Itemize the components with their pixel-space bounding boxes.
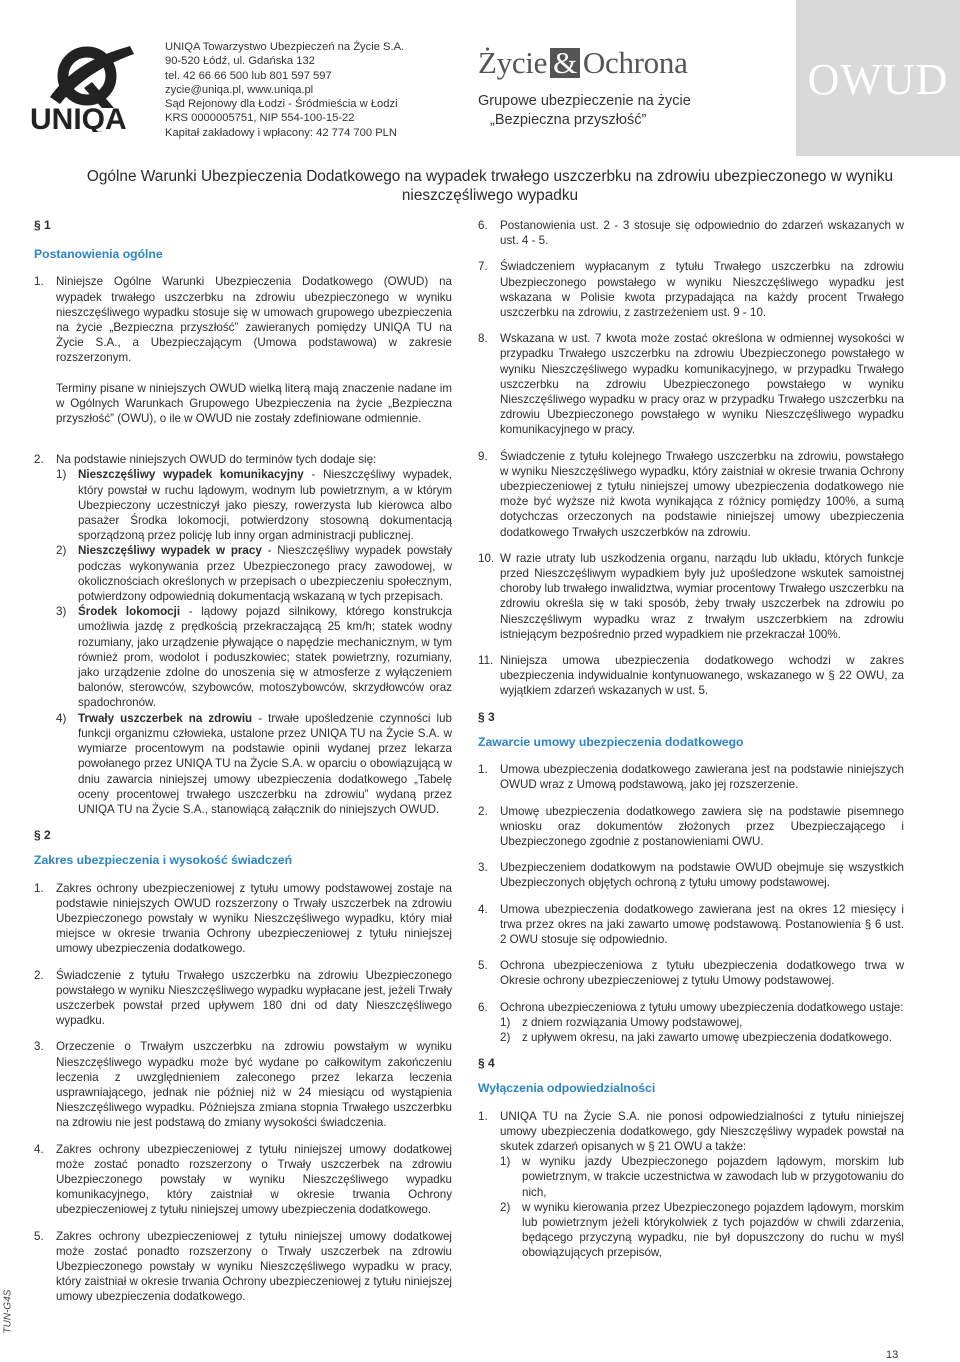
item-number: 5. [34, 1229, 44, 1243]
sub-item [500, 1030, 904, 1045]
definition-body: - Nieszczęśliwy wypadek powstały podczas wykonywania przez Ubezpieczonego pracy zawodowej, w okolicznościach określonych w przepisach o ubezpieczeniu społecznym, potwierdzony odpowiednią dokumentacją wskazaną w tych przepisach. [78, 544, 452, 604]
item-text: Wskazana w ust. 7 kwota może zostać określona w odmiennej wysokości w przypadku Trwałego uszczerbku na zdrowiu Ubezpieczonego powstałego w wyniku Nieszczęśliwego wypadku komunikacyjnego, w przypadku Trwałego uszczerbku na zdrowiu Ubezpieczonego powstałego w wyniku Nieszczęśliwego wypadku w pracy oraz w przypadku Trwałego uszczerbku na zdrowiu Ubezpieczonego powstałego w wyniku Nieszczęśliwego wypadku komunikacyjnego w pracy. [500, 332, 904, 437]
definition-item [56, 604, 452, 710]
section-heading: Wyłączenia odpowiedzialności [478, 1081, 656, 1096]
company-line: tel. 42 66 66 500 lub 801 597 597 [165, 69, 332, 82]
item-number: 9. [478, 449, 488, 463]
definition-term: Nieszczęśliwy wypadek w pracy [78, 544, 262, 558]
sub-item-number: 2) [500, 1200, 511, 1214]
paragraph-item [478, 1109, 904, 1261]
section-marker: § 1 [34, 218, 51, 232]
company-info [165, 40, 465, 140]
paragraph: Niniejsze Ogólne Warunki Ubezpieczenia Dodatkowego (OWUD) na wypadek trwałego uszczerbku na zdrowiu ubezpieczonego w wyniku nieszczęśliwego wypadku stosuje się w umowach grupowego ubezpieczenia na życie „Bezpieczna przyszłość” zawieranych pomiędzy UNIQA TU na Życie S.A., a Ubezpieczającym (Umowa podstawowa) w zakresie rozszerzonym. [56, 275, 452, 365]
brand-part1: Życie [478, 45, 548, 80]
section-marker: § 3 [478, 709, 495, 724]
uniqa-logo [30, 42, 145, 132]
paragraph-item [478, 1000, 904, 1046]
paragraph-item [34, 968, 452, 1029]
sub-item [500, 1200, 904, 1261]
definition-term: Trwały uszczerbek na zdrowiu [78, 711, 253, 725]
item-text [500, 1109, 904, 1261]
item-text [56, 274, 452, 441]
sub-item-text: z upływem okresu, na jaki zawarto umowę ubezpieczenia dodatkowego. [522, 1030, 892, 1044]
paragraph-item [478, 902, 904, 948]
section-heading: Zakres ubezpieczenia i wysokość świadczeń [34, 853, 293, 868]
item-number: 6. [478, 219, 488, 232]
definition-text [78, 711, 452, 817]
sub-item-number: 1) [500, 1015, 511, 1029]
definition-number: 3) [56, 605, 67, 619]
item-text: Świadczenie z tytułu Trwałego uszczerbku na zdrowiu Ubezpieczonego powstałego w wyniku Nieszczęśliwego wypadku wypłacane jest, jeżeli Trwały uszczerbek powstał przed upływem 180 dni od daty Nieszczęśliwego wypadku. [56, 968, 452, 1028]
side-document-code: TUN-G4S [2, 1289, 14, 1334]
paragraph-item [34, 452, 452, 817]
brand-subtitle-line2: „Bezpieczna przyszłość” [490, 112, 647, 128]
definition-number: 1) [56, 468, 67, 482]
item-text: Zakres ochrony ubezpieczeniowej z tytułu niniejszej umowy dodatkowej może zostać ponadto rozszerzony o Trwały uszczerbek na zdrowiu Ubezpieczonego powstały w wyniku Nieszczęśliwego wypadku komunikacyjnego, który zaistniał w okresie trwania Ochrony ubezpieczeniowej z tytułu niniejszej umowy ubezpieczenia dodatkowego. [56, 1142, 452, 1217]
section-2-items-left [34, 881, 452, 1305]
paragraph-item [478, 551, 904, 642]
paragraph-item [478, 653, 904, 699]
definition-body: - trwałe upośledzenie czynności lub funkcji organizmu człowieka, ustalone przez UNIQA TU na Życie S.A. w wymiarze procentowym na podstawie opinii wydanej przez lekarza powołanego przez UNIQA TU na Życie S.A. w oparciu o obowiązującą w dniu zawarcia niniejszej umowy ubezpieczenia dodatkowego „Tabelę oceny procentowej trwałego uszczerbku na zdrowiu” wydaną przez UNIQA TU na Życie S.A., stanowiącą załącznik do niniejszych OWUD. [78, 711, 452, 816]
paragraph-item [478, 259, 904, 320]
brand-ampersand: & [550, 48, 580, 78]
item-number: 6. [478, 1000, 488, 1014]
item-number: 4. [34, 1142, 44, 1156]
definition-item [56, 543, 452, 604]
item-number: 5. [478, 959, 488, 973]
item-text: Zakres ochrony ubezpieczeniowej z tytułu umowy podstawowej zostaje na podstawie niniejszych OWUD rozszerzony o Trwały uszczerbek na zdrowiu Ubezpieczonego powstały w wyniku Nieszczęśliwego wypadku, który miał miejsce w okresie trwania Ochrony ubezpieczeniowej z tytułu niniejszej umowy ubezpieczenia dodatkowego. [56, 881, 452, 956]
definition-text [78, 604, 452, 710]
definition-number: 4) [56, 711, 67, 725]
definition-body: - lądowy pojazd silnikowy, którego konstrukcja umożliwia jazdę z prędkością przekraczającą 25 km/h; statek wodny rozumiany, jako urządzenie pływające o napędzie mechanicznym, w tym również prom, wodolot i poduszkowiec; statek powietrzny, rozumiany, jako urządzenie zdolne do unoszenia się w atmosferze z wyłączeniem balonów, sterowców, szybowców, motoszybowców, skrzydłowców oraz spadochronów. [78, 605, 453, 710]
item-text: Świadczenie z tytułu kolejnego Trwałego uszczerbku na zdrowiu, powstałego w wyniku Nieszczęśliwego wypadku, który zaistniał w okresie trwania Ochrony ubezpieczeniowej z tytułu niniejszej umowy ubezpieczenia dodatkowego nie może być wyższe niż kwota wynikająca z różnicy pomiędzy 100%, a sumą dotychczas orzeczonych na podstawie niniejszej umowy ubezpieczenia dodatkowego Trwałych uszczerbków na zdrowiu. [500, 449, 904, 539]
paragraph: Terminy pisane w niniejszych OWUD wielką literą mają znaczenie nadane im w Ogólnych Warunkach Grupowego Ubezpieczenia na życie „Bezpieczna przyszłość” (OWU), o ile w OWUD nie zostały zdefiniowane odmiennie. [56, 381, 452, 426]
paragraph-item [34, 1142, 452, 1218]
item-text: Ubezpieczeniem dodatkowym na podstawie OWUD obejmuje się wszystkich Ubezpieczonych objętych ochroną z tytułu umowy podstawowej. [500, 861, 904, 890]
section-heading: Postanowienia ogólne [34, 247, 163, 262]
paragraph-item [478, 804, 904, 850]
brand-title [478, 46, 693, 80]
sub-item-text: w wyniku kierowania przez Ubezpieczonego pojazdem lądowym, morskim lub powietrznym jeżeli którykolwiek z tych pojazdów w chwili zdarzenia, będącego przyczyną wypadku, nie był dopuszczony do ruchu w myśl obowiązujących przepisów, [522, 1200, 904, 1260]
item-text: Świadczeniem wypłacanym z tytułu Trwałego uszczerbku na zdrowiu Ubezpieczonego powstałego w wyniku Nieszczęśliwego wypadku jest wskazana w Polisie kwota przypadająca na każdy procent Trwałego uszczerbku na zdrowiu, z zastrzeżeniem ust. 9 - 10. [500, 260, 904, 320]
uniqa-emblem-icon [30, 42, 145, 132]
sub-item-number: 2) [500, 1030, 511, 1044]
item-text: Orzeczenie o Trwałym uszczerbku na zdrowiu powstałym w wyniku Nieszczęśliwego wypadku może być wydane po całkowitym zakończeniu leczenia z uwzględnieniem zaleconego przez lekarza leczenia usprawniającego, jednak nie później niż w 24 miesiącu od wystąpienia Nieszczęśliwego wypadku. Późniejsza zmiana stopnia Trwałego uszczerbku na zdrowiu nie jest podstawą do zmiany wysokości świadczenia. [56, 1040, 452, 1130]
item-number: 1. [34, 881, 44, 895]
brand-part2: Ochrona [582, 45, 688, 80]
product-brand [478, 46, 693, 130]
item-number: 2. [34, 968, 44, 982]
item-number: 3. [478, 861, 488, 875]
paragraph-item [34, 1229, 452, 1305]
item-text [56, 452, 452, 817]
item-number: 1. [478, 1109, 488, 1123]
item-number: 1. [34, 275, 44, 289]
section-2-items-right [478, 218, 904, 699]
brand-subtitle [478, 92, 693, 130]
item-text: Zakres ochrony ubezpieczeniowej z tytułu niniejszej umowy dodatkowej może zostać ponadto rozszerzony o Trwały uszczerbek na zdrowiu Ubezpieczonego powstały w wyniku Nieszczęśliwego wypadku w pracy, który zaistniał w okresie trwania Ochrony ubezpieczeniowej z tytułu niniejszej umowy ubezpieczenia dodatkowego. [56, 1229, 452, 1304]
definition-term: Środek lokomocji [78, 605, 181, 619]
item-text: Umowa ubezpieczenia dodatkowego zawierana jest na podstawie niniejszych OWUD wraz z Umową podstawową, jako jej rozszerzenie. [500, 763, 904, 792]
definition-number: 2) [56, 544, 67, 558]
paragraph: UNIQA TU na Życie S.A. nie ponosi odpowiedzialności z tytułu niniejszej umowy ubezpieczenia dodatkowego, gdy Nieszczęśliwy wypadek powstał na skutek zdarzeń opisanych w § 21 OWU a także: [500, 1109, 904, 1153]
item-number: 7. [478, 260, 488, 274]
logo-wordmark: UNIQA [30, 103, 127, 132]
paragraph-item [34, 1039, 452, 1130]
item-number: 2. [34, 453, 44, 467]
section-3-items [478, 762, 904, 988]
sub-item-number: 1) [500, 1155, 511, 1169]
paragraph-item [478, 218, 904, 248]
brand-subtitle-line1: Grupowe ubezpieczenie na życie [478, 93, 691, 109]
document-title: Ogólne Warunki Ubezpieczenia Dodatkowego na wypadek trwałego uszczerbku na zdrowiu ubezpieczonego w wyniku nieszczęśliwego wypadku [86, 168, 894, 204]
paragraph: Na podstawie niniejszych OWUD do terminów tych dodaje się: [56, 453, 377, 467]
section-marker: § 2 [34, 828, 51, 843]
owud-label: OWUD [807, 55, 949, 104]
item-number: 10. [478, 551, 495, 565]
paragraph: Ochrona ubezpieczeniowa z tytułu umowy ubezpieczenia dodatkowego ustaje: [500, 1000, 904, 1014]
definition-item [56, 467, 452, 543]
definition-term: Nieszczęśliwy wypadek komunikacyjny [78, 468, 304, 482]
right-column [478, 218, 904, 1272]
sub-item-text: w wyniku jazdy Ubezpieczonego pojazdem lądowym, morskim lub powietrznym, w trakcie uczestnictwa w zawodach lub w przygotowaniu do nich, [522, 1155, 904, 1199]
paragraph-item [34, 881, 452, 957]
sub-item-text: z dniem rozwiązania Umowy podstawowej, [522, 1015, 743, 1029]
item-text: Umowa ubezpieczenia dodatkowego zawierana jest na okres 12 miesięcy i trwa przez okres na jaki zawarto umowę podstawową. Postanowienia § 6 ust. 2 OWU stosuje się odpowiednio. [500, 902, 904, 946]
left-column [34, 218, 452, 1316]
paragraph-item [478, 449, 904, 540]
page-number: 13 [886, 1349, 899, 1361]
company-line: KRS 0000005751, NIP 554-100-15-22 [165, 112, 355, 125]
paragraph-item [34, 274, 452, 441]
item-number: 2. [478, 804, 488, 818]
definition-body: - Nieszczęśliwy wypadek, który powstał w ruchu lądowym, wodnym lub powietrznym, a w którym Ubezpieczony uczestniczył jako pieszy, rowerzysta lub kierowca albo pasażer Środka lokomocji, potwierdzony stosowną dokumentacją sporządzoną przez policję lub inny organ administracji publicznej. [78, 468, 452, 543]
paragraph-item [478, 331, 904, 437]
item-text: Postanowienia ust. 2 - 3 stosuje się odpowiednio do zdarzeń wskazanych w ust. 4 - 5. [500, 219, 904, 248]
item-number: 8. [478, 332, 488, 346]
paragraph-item [478, 958, 904, 988]
item-number: 11. [478, 654, 494, 668]
definition-item [56, 711, 452, 817]
item-text: Umowę ubezpieczenia dodatkowego zawiera się na podstawie pisemnego wniosku oraz dokumentów złożonych przez Ubezpieczającego i Ubezpieczonego zgodnie z postanowieniami OWU. [500, 804, 904, 848]
sub-item [500, 1154, 904, 1200]
item-text [500, 1000, 904, 1046]
item-text: W razie utraty lub uszkodzenia organu, narządu lub układu, których funkcje przed Nieszczęśliwym wypadkiem były już upośledzone wskutek samoistnej choroby lub trwałego inwalidztwa, wymiar procentowy Trwałego uszczerbku na zdrowiu określa się w taki sposób, żeby trwały uszczerbek na zdrowiu po Nieszczęśliwym wypadku wraz z trwałym uszczerbkiem na zdrowiu istniejącym bezpośrednio przed wypadkiem nie przekraczał 100%. [500, 551, 904, 641]
company-line: 90-520 Łódź, ul. Gdańska 132 [165, 55, 315, 68]
item-number: 4. [478, 902, 488, 916]
owud-badge [796, 0, 960, 156]
item-text: Ochrona ubezpieczeniowa z tytułu ubezpieczenia dodatkowego trwa w Okresie ochrony ubezpieczeniowej z tytułu Umowy podstawowej. [500, 959, 904, 988]
section-heading: Zawarcie umowy ubezpieczenia dodatkowego [478, 734, 744, 749]
sub-item [500, 1015, 904, 1030]
definition-text [78, 543, 452, 604]
item-number: 1. [478, 763, 488, 777]
definition-text [78, 467, 452, 543]
section-marker: § 4 [478, 1056, 495, 1071]
item-text: Niniejsza umowa ubezpieczenia dodatkowego wchodzi w zakres ubezpieczenia indywidualnie kontynuowanego, wskazanego w § 22 OWU, za wyjątkiem zdarzeń wskazanych w ust. 5. [500, 654, 904, 698]
company-line: Kapitał zakładowy i wpłacony: 42 774 700 PLN [165, 126, 397, 139]
paragraph-item [478, 860, 904, 890]
paragraph-item [478, 762, 904, 792]
company-line: Sąd Rejonowy dla Łodzi - Śródmieścia w Łodzi [165, 98, 398, 111]
company-line: zycie@uniqa.pl, www.uniqa.pl [165, 83, 314, 96]
company-line: UNIQA Towarzystwo Ubezpieczeń na Życie S.A. [165, 41, 405, 53]
item-number: 3. [34, 1040, 44, 1054]
